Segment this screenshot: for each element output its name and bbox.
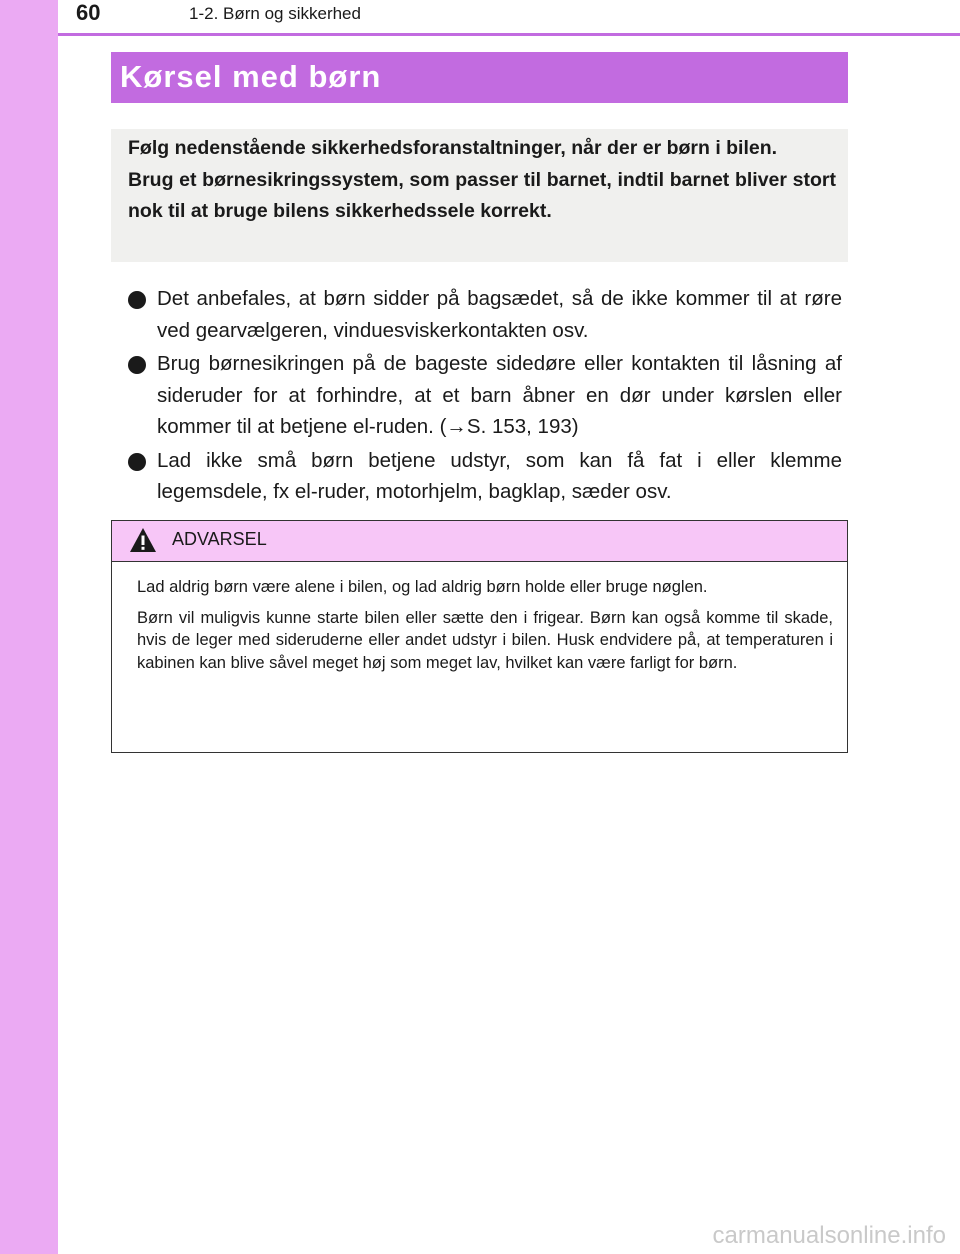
- warning-triangle-icon: [129, 527, 157, 553]
- header-divider: [58, 33, 960, 36]
- warning-header: [112, 521, 847, 562]
- list-item: [128, 445, 842, 508]
- watermark: carmanualsonline.info: [712, 1222, 946, 1249]
- list-item: [128, 348, 842, 443]
- warning-body: [112, 562, 847, 674]
- bullet-icon: [128, 453, 146, 471]
- list-item-text: Lad ikke små børn betjene udstyr, som kan få fat i eller klemme legemsdele, fx el-ruder, motorhjelm, bagklap, sæder osv.: [157, 448, 842, 503]
- warning-title: ADVARSEL: [172, 529, 267, 549]
- page-number: 60: [76, 0, 101, 25]
- warning-box: [111, 520, 848, 753]
- side-color-band: [0, 0, 58, 1254]
- warning-paragraph: Lad aldrig børn være alene i bilen, og lad aldrig børn holde eller bruge nøglen.: [137, 578, 708, 596]
- page-title: Kørsel med børn: [120, 59, 382, 94]
- bullet-icon: [128, 291, 146, 309]
- intro-line: Brug et børnesikringssystem, som passer til barnet, indtil barnet bliver stort nok til at bruge bilens sikkerhedssele korrekt.: [128, 168, 836, 222]
- list-item: [128, 283, 842, 346]
- section-heading: 1-2. Børn og sikkerhed: [189, 4, 361, 23]
- bullet-list: [128, 283, 842, 510]
- list-item-text: Brug børnesikringen på de bageste sidedøre eller kontakten til låsning af sideruder for at forhindre, at et barn åbner en dør under kørslen eller kommer til at betjene el-ruden. (→S. 153, 193): [157, 352, 842, 438]
- intro-box: [111, 129, 848, 262]
- list-item-text: Det anbefales, at børn sidder på bagsædet, så de ikke kommer til at røre ved gearvælgeren, vinduesviskerkontakten osv.: [157, 287, 842, 342]
- title-bar: [111, 52, 848, 103]
- intro-line: Følg nedenstående sikkerhedsforanstaltninger, når der er børn i bilen.: [128, 137, 778, 159]
- bullet-icon: [128, 356, 146, 374]
- warning-paragraph: Børn vil muligvis kunne starte bilen eller sætte den i frigear. Børn kan også komme til skade, hvis de leger med sideruderne eller andet udstyr i bilen. Husk endvidere på, at temperaturen i kabinen kan blive såvel meget høj som meget lav, hvilket kan være farligt for børn.: [137, 608, 833, 672]
